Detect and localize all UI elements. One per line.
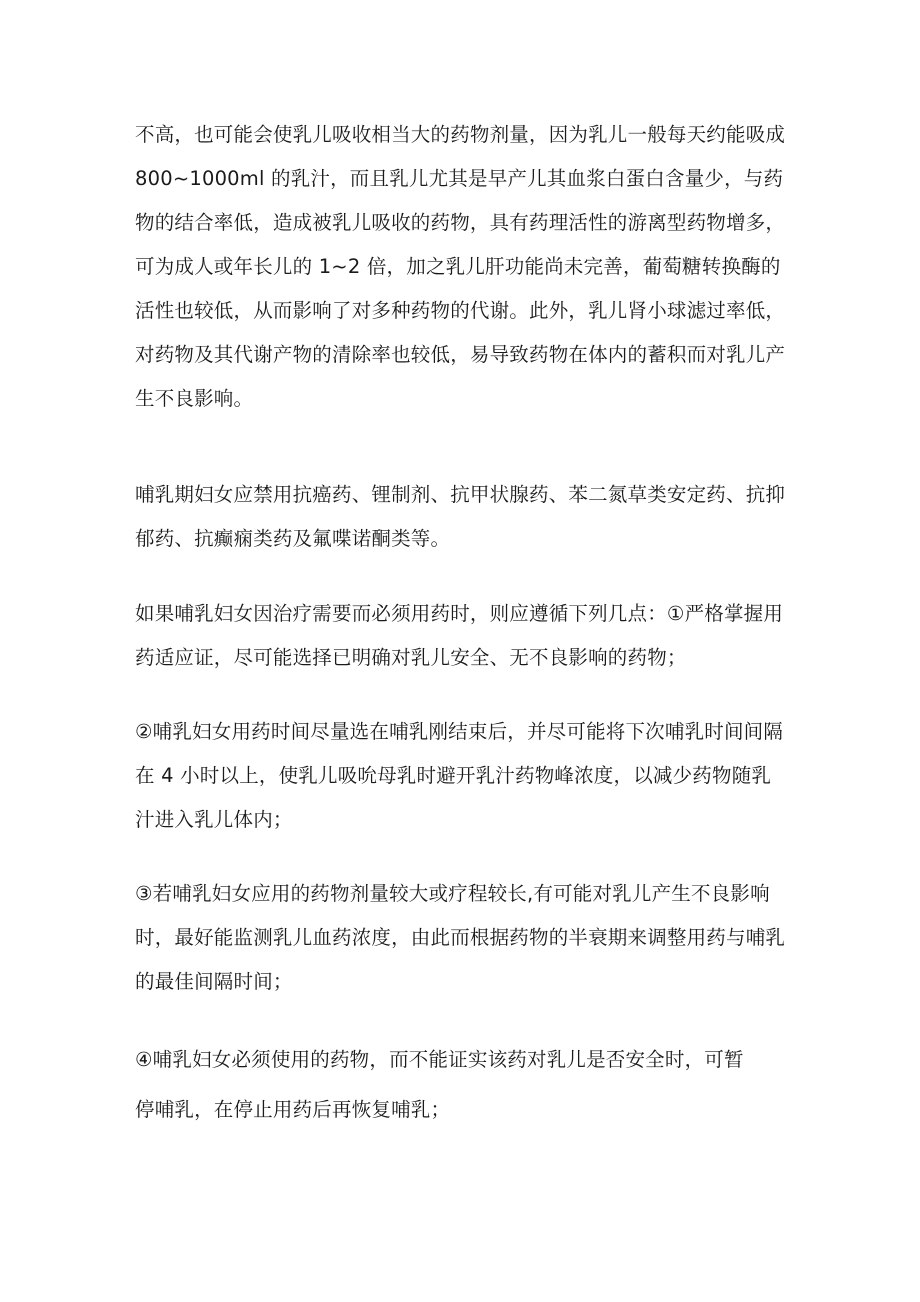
paragraph-point-2 xyxy=(135,710,800,842)
text-line: 哺乳期妇女应禁用抗癌药、锂制剂、抗甲状腺药、苯二氮草类安定药、抗抑 xyxy=(135,483,786,506)
text-line: 800~1000ml 的乳汁，而且乳儿尤其是早产儿其血浆白蛋白含量少，与药 xyxy=(135,167,784,190)
paragraph-medication-principles xyxy=(135,592,800,680)
paragraph-point-3 xyxy=(135,872,800,1004)
text-line: 可为成人或年长儿的 1~2 倍，加之乳儿肝功能尚未完善，葡萄糖转换酶的 xyxy=(135,255,781,278)
paragraph-infant-absorption xyxy=(135,113,800,421)
text-line: 停哺乳，在停止用药后再恢复哺乳； xyxy=(135,1098,451,1121)
text-line: 不高，也可能会使乳儿吸收相当大的药物剂量，因为乳儿一般每天约能吸成 xyxy=(135,123,786,146)
text-line: 如果哺乳妇女因治疗需要而必须用药时，则应遵循下列几点：①严格掌握用 xyxy=(135,602,784,625)
text-line: 药适应证，尽可能选择已明确对乳儿安全、无不良影响的药物； xyxy=(135,646,687,669)
text-line: 在 4 小时以上，使乳儿吸吮母乳时避开乳汁药物峰浓度，以减少药物随乳 xyxy=(135,764,772,787)
text-line: ④哺乳妇女必须使用的药物，而不能证实该药对乳儿是否安全时，可暂 xyxy=(135,1048,744,1071)
text-line: 物的结合率低，造成被乳儿吸收的药物，具有药理活性的游离型药物增多， xyxy=(135,211,786,234)
text-line: 对药物及其代谢产物的清除率也较低，易导致药物在体内的蓄积而对乳儿产 xyxy=(135,343,786,366)
text-line: 汁进入乳儿体内； xyxy=(135,808,293,831)
paragraph-point-4 xyxy=(135,1035,800,1135)
text-line: 活性也较低，从而影响了对多种药物的代谢。此外，乳儿肾小球滤过率低， xyxy=(135,299,786,322)
paragraph-contraindicated-drugs xyxy=(135,473,800,561)
text-line: ③若哺乳妇女应用的药物剂量较大或疗程较长,有可能对乳儿产生不良影响 xyxy=(135,882,770,905)
text-line: ②哺乳妇女用药时间尽量选在哺乳刚结束后，并尽可能将下次哺乳时间间隔 xyxy=(135,720,784,743)
text-line: 郁药、抗癫痫类药及氟喋诺酮类等。 xyxy=(135,527,451,550)
text-line: 生不良影响。 xyxy=(135,387,254,410)
text-line: 的最佳间隔时间； xyxy=(135,970,293,993)
text-line: 时，最好能监测乳儿血药浓度，由此而根据药物的半衰期来调整用药与哺乳 xyxy=(135,926,786,949)
